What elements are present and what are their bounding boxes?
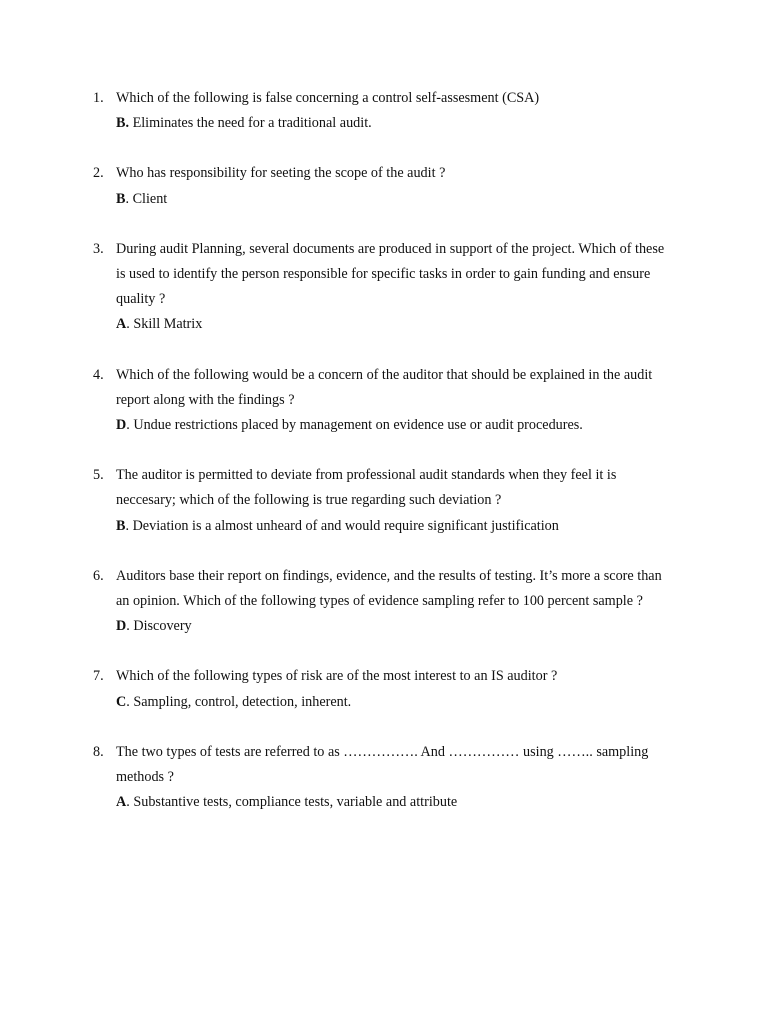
question-item (0, 363, 768, 439)
answer (116, 514, 676, 539)
answer-text: . Discovery (126, 618, 192, 635)
question-text: Auditors base their report on findings, evidence, and the results of testing. It’s more a score than an opinion. Which of the following types of evidence sampling refer to 100 percent sample ? (116, 567, 662, 610)
answer-text: . Undue restrictions placed by management on evidence use or audit procedures. (126, 417, 583, 434)
question-number: 7. (93, 668, 104, 685)
answer-letter: B (116, 517, 126, 534)
question-item (0, 664, 768, 714)
question-body (116, 363, 676, 439)
answer (116, 312, 676, 337)
answer (116, 413, 676, 438)
answer (116, 111, 676, 136)
answer-letter: A (116, 794, 127, 811)
question-body (116, 740, 676, 816)
question-number: 2. (93, 165, 104, 182)
question-item (0, 86, 768, 136)
answer-letter: D (116, 618, 127, 635)
question-item (0, 161, 768, 211)
question-text: Which of the following types of risk are of the most interest to an IS auditor ? (116, 668, 558, 685)
answer-text: . Deviation is a almost unheard of and would require significant justification (125, 517, 559, 534)
answer (116, 690, 676, 715)
answer-letter: C (116, 693, 127, 710)
question-text: Who has responsibility for seeting the scope of the audit ? (116, 165, 446, 182)
question-number: 4. (93, 366, 104, 383)
question-body (116, 237, 676, 338)
answer-letter: D (116, 417, 127, 434)
answer-letter: B (116, 190, 126, 207)
question-item (0, 463, 768, 539)
answer-letter: B. (116, 115, 130, 132)
question-text: During audit Planning, several documents are produced in support of the project. Which of these is used to identify the person responsible for specific tasks in order to gain funding and ensure quality ? (116, 240, 665, 308)
answer-letter: A (116, 316, 127, 333)
question-list (0, 86, 768, 840)
question-body (116, 463, 676, 539)
question-body (116, 564, 676, 640)
question-body (116, 86, 676, 136)
question-text: Which of the following would be a concern of the auditor that should be explained in the audit report along with the findings ? (116, 366, 653, 408)
answer-text: . Client (125, 190, 168, 207)
question-number: 5. (93, 467, 104, 484)
question-body (116, 161, 676, 211)
answer-text: . Skill Matrix (126, 316, 203, 333)
question-text: The two types of tests are referred to as ……………. And …………… using …….. sampling methods ? (116, 743, 649, 786)
answer-text: . Substantive tests, compliance tests, variable and attribute (126, 794, 458, 811)
answer-text: . Sampling, control, detection, inherent. (126, 693, 352, 710)
answer-text: Eliminates the need for a traditional audit. (129, 115, 372, 132)
answer (116, 790, 676, 815)
question-item (0, 237, 768, 338)
question-text: The auditor is permitted to deviate from professional audit standards when they feel it is neccesary; which of the following is true regarding such deviation ? (116, 467, 617, 509)
question-number: 3. (93, 240, 104, 257)
question-number: 6. (93, 567, 104, 584)
question-number: 1. (93, 90, 104, 106)
question-body (116, 664, 676, 714)
question-item (0, 564, 768, 640)
answer (116, 187, 676, 212)
question-text: Which of the following is false concerning a control self-assesment (CSA) (116, 90, 540, 106)
question-number: 8. (93, 743, 104, 760)
answer (116, 614, 676, 639)
question-item (0, 740, 768, 816)
